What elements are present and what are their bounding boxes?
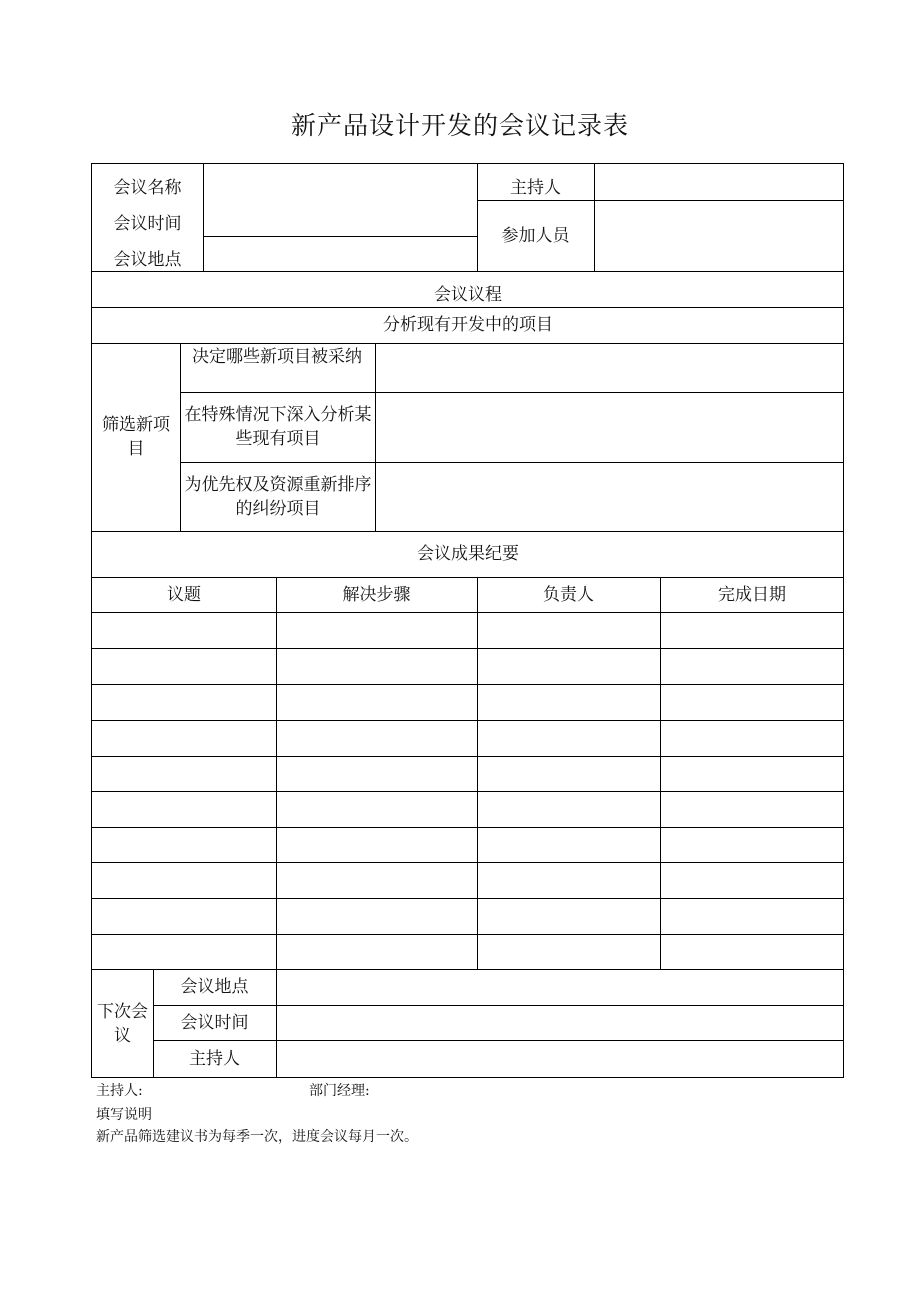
instructions-text: 新产品筛选建议书为每季一次，进度会议每月一次。 — [96, 1129, 418, 1145]
host-signature-label: 主持人: — [96, 1083, 143, 1099]
next-meeting-time-label: 会议时间 — [180, 1012, 249, 1033]
column-header-owner: 负责人 — [543, 584, 594, 605]
page-title: 新产品设计开发的会议记录表 — [290, 111, 629, 140]
host-field[interactable] — [594, 164, 844, 200]
meeting-place-label: 会议地点 — [113, 250, 182, 270]
screen-new-projects-label: 筛选新项目 — [102, 415, 170, 459]
next-meeting-host-label: 主持人 — [189, 1049, 240, 1069]
minutes-title: 会议成果纪要 — [417, 544, 519, 564]
host-label: 主持人 — [510, 178, 561, 198]
agenda-item-analyze: 分析现有开发中的项目 — [383, 315, 553, 335]
agenda-sub-item-field[interactable] — [375, 343, 844, 392]
agenda-sub-item: 在特殊情况下深入分析某些现有项目 — [184, 405, 372, 449]
meeting-name-label: 会议名称 — [113, 178, 182, 198]
attendees-field[interactable] — [594, 200, 844, 271]
next-meeting-label: 下次会议 — [97, 1001, 148, 1046]
next-meeting-time-field[interactable] — [276, 1005, 844, 1040]
agenda-sub-item-field[interactable] — [375, 462, 844, 531]
column-header-topic: 议题 — [167, 584, 201, 605]
agenda-title: 会议议程 — [434, 285, 502, 305]
attendees-label: 参加人员 — [501, 225, 570, 246]
meeting-name-field[interactable] — [203, 164, 477, 200]
next-meeting-place-label: 会议地点 — [180, 977, 249, 997]
column-header-due-date: 完成日期 — [718, 584, 786, 605]
next-meeting-place-field[interactable] — [276, 969, 844, 1005]
manager-signature-label: 部门经理: — [309, 1083, 370, 1099]
meeting-time-label: 会议时间 — [113, 214, 182, 234]
agenda-sub-item: 决定哪些新项目被采纳 — [192, 347, 362, 367]
instructions-title: 填写说明 — [96, 1107, 152, 1123]
column-header-steps: 解决步骤 — [342, 584, 411, 605]
meeting-time-field[interactable] — [203, 200, 477, 236]
next-meeting-host-field[interactable] — [276, 1040, 844, 1078]
agenda-sub-item-field[interactable] — [375, 392, 844, 462]
meeting-record-form — [91, 163, 844, 1078]
agenda-sub-item: 为优先权及资源重新排序的纠纷项目 — [184, 474, 372, 519]
meeting-place-field[interactable] — [203, 236, 477, 271]
